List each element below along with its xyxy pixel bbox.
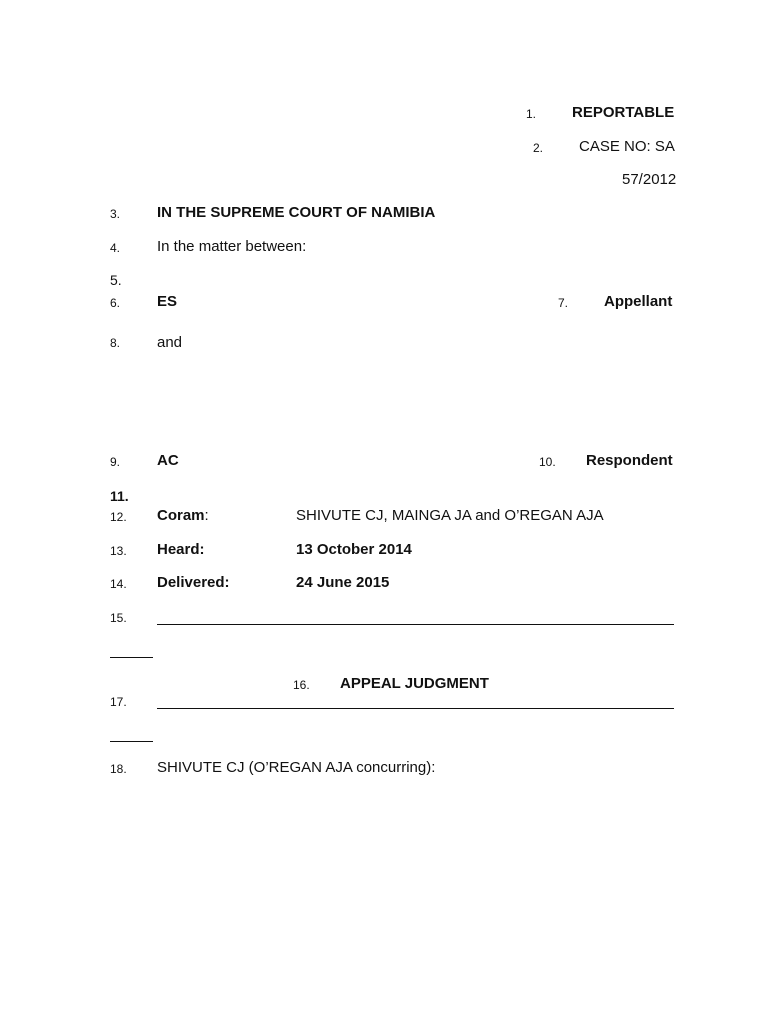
paragraph-number-10: 10.	[539, 455, 556, 469]
paragraph-number-4: 4.	[110, 241, 121, 255]
paragraph-number-3: 3.	[110, 207, 121, 221]
court-title: IN THE SUPREME COURT OF NAMIBIA	[157, 204, 436, 221]
paragraph-number-18: 18.	[110, 762, 127, 776]
paragraph-number-9: 9.	[110, 455, 121, 469]
and-text: and	[157, 334, 183, 351]
case-number-line-2: 57/2012	[622, 171, 677, 188]
reportable-label: REPORTABLE	[572, 104, 675, 121]
judgment-opening: SHIVUTE CJ (O’REGAN AJA concurring):	[157, 759, 436, 776]
delivered-value: 24 June 2015	[296, 574, 390, 591]
matter-between-text: In the matter between:	[157, 238, 307, 255]
paragraph-number-1: 1.	[526, 107, 537, 121]
paragraph-number-14: 14.	[110, 577, 127, 591]
judgment-title: APPEAL JUDGMENT	[340, 675, 489, 692]
paragraph-number-12: 12.	[110, 510, 127, 524]
coram-label-text: Coram	[157, 507, 205, 524]
coram-label	[157, 508, 209, 523]
separator-line-1-continuation	[110, 657, 153, 658]
appellant-name: ES	[157, 293, 178, 310]
separator-line-2	[157, 708, 674, 709]
paragraph-number-16: 16.	[293, 678, 310, 692]
paragraph-number-11: 11.	[110, 488, 129, 504]
heard-label: Heard:	[157, 541, 205, 558]
paragraph-number-7: 7.	[558, 296, 569, 310]
paragraph-number-17: 17.	[110, 695, 127, 709]
respondent-role: Respondent	[586, 452, 673, 469]
delivered-label: Delivered:	[157, 574, 230, 591]
paragraph-number-15: 15.	[110, 611, 127, 625]
separator-line-2-continuation	[110, 741, 153, 742]
coram-value: SHIVUTE CJ, MAINGA JA and O’REGAN AJA	[296, 507, 604, 524]
coram-label-colon: :	[204, 507, 209, 524]
appellant-role: Appellant	[604, 293, 673, 310]
respondent-name: AC	[157, 452, 179, 469]
separator-line-1	[157, 624, 674, 625]
paragraph-number-5: 5.	[110, 272, 122, 288]
paragraph-number-13: 13.	[110, 544, 127, 558]
case-number-line-1: CASE NO: SA	[579, 138, 675, 155]
paragraph-number-6: 6.	[110, 296, 121, 310]
paragraph-number-8: 8.	[110, 336, 121, 350]
paragraph-number-2: 2.	[533, 141, 544, 155]
heard-value: 13 October 2014	[296, 541, 412, 558]
